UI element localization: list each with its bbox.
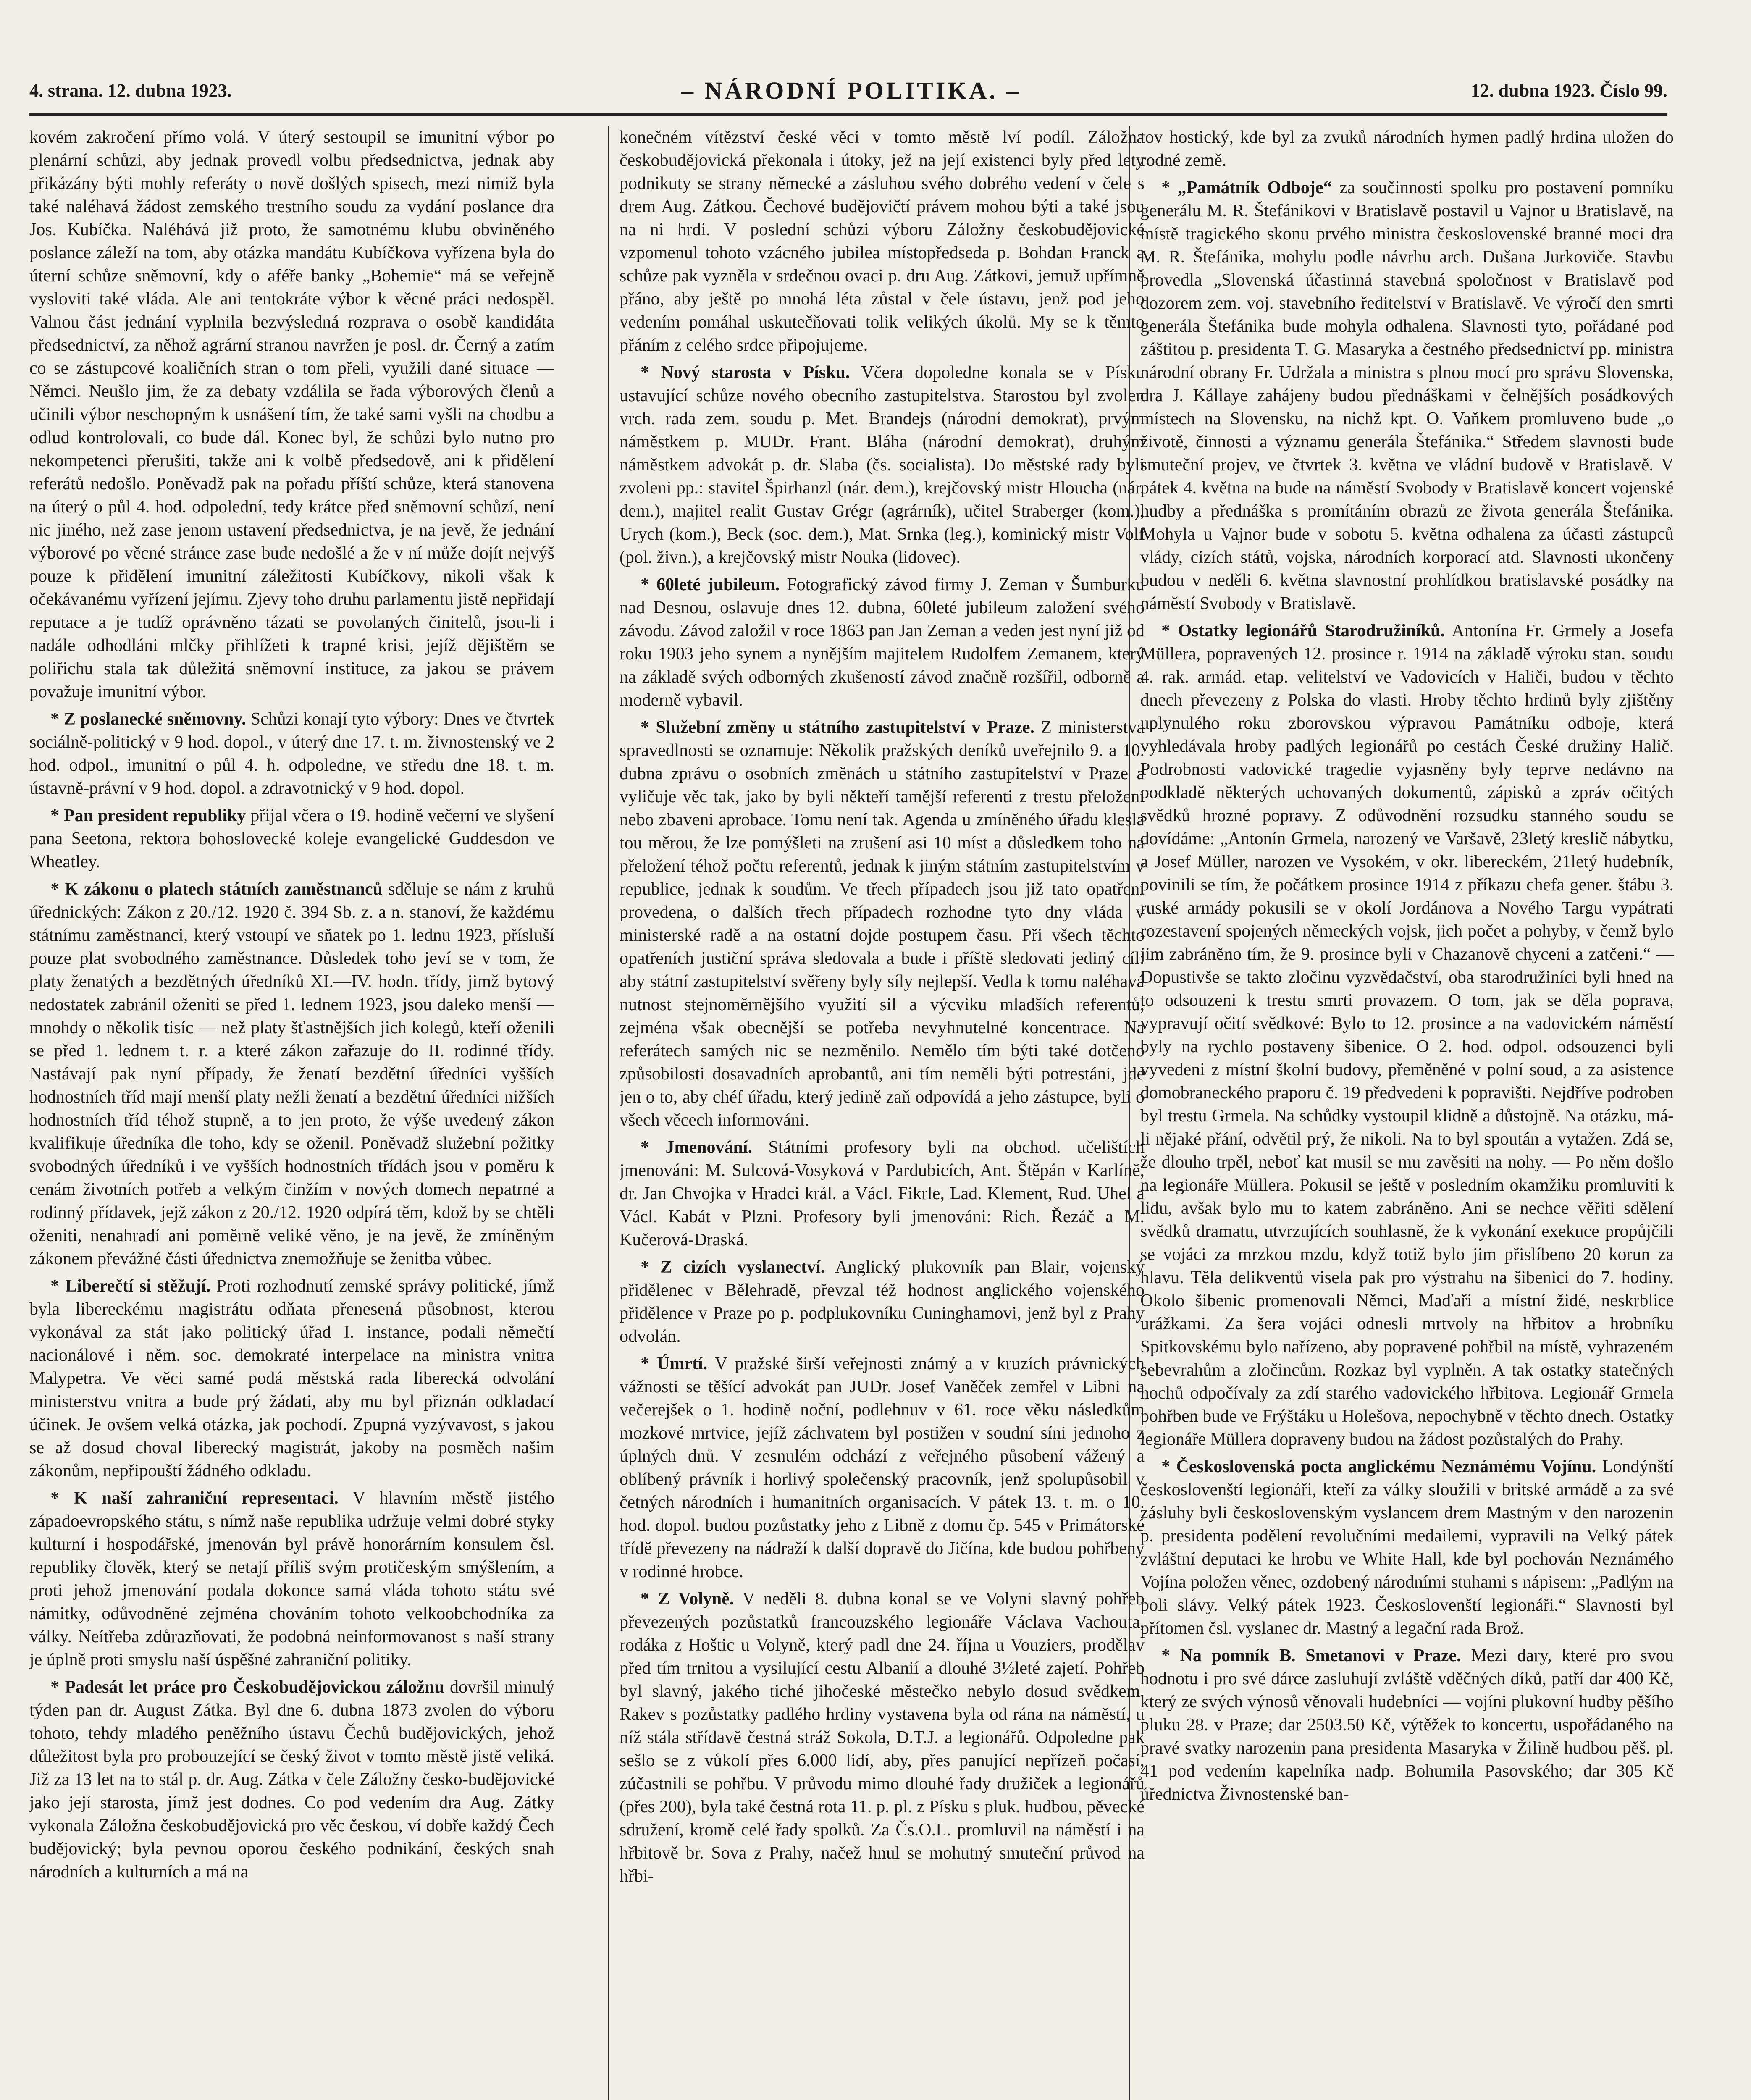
article — [29, 804, 554, 874]
article — [620, 1256, 1145, 1348]
article-body: Schůzi konají tyto výbory: Dnes ve čtvrtek sociálně-politický v 9 hod. dopol., v úterý dne 17. t. m. živnostenský ve 2 hod. odpol., imunitní o půl 4. h. odpoledne, ve středu dne 18. t. m. ústavně-právní v 9 hod. dopol. a zdravotnický v 9 hod. dopol. — [29, 709, 554, 798]
article-body: Antonína Fr. Grmely a Josefa Müllera, popravených 12. prosince r. 1914 na základě výroku stan. soudu 4. rak. armád. etap. velitelství ve Vadovicích v Haliči, budou v těchto dnech převezeny z Polska do vlasti. Hroby těchto hrdinů byly zjištěny uplynulého roku zborovskou výpravou Památníku odboje, která vyhledávala hroby padlých legionářů po cestách České družiny Halič. Podrobnosti vadovické tragedie vyjasněny byly teprve nedávno na podkladě některých uchovaných dokumentů, zápisků a zpráv očitých svědků hrozné popravy. Z odůvodnění rozsudku stanného soudu se dovídáme: „Antonín Grmela, narozený ve Varšavě, 23letý kreslič nábytku, a Josef Müller, narozen ve Vysokém, v okr. libereckém, 21letý hudebník, povinili se tím, že počátkem prosince 1914 z příkazu chefa gener. štábu 3. ruské armády pokusili se v okolí Jordánova a Nového Targu vypátrati rozestavení spojených německých vojsk, jich počet a pohyby, v čemž bylo jim zabráněno tím, že 9. prosince byli v Chazanově chyceni a zatčeni.“ — Dopustivše se takto zločinu vyzvědačství, oba starodružiníci byli hned na to odsouzeni k trestu smrti provazem. O tom, jak se děla poprava, vypravují očití svědkové: Bylo to 12. prosince a na vadovickém náměstí byly na rychlo postaveny šibenice. O 2. hod. odpol. odsouzenci byli vyvedeni z místní školní budovy, přeměněné v polní soud, a za asistence domobraneckého praporu č. 19 předvedeni k popravišti. Nejdříve podroben byl trestu Grmela. Na schůdky vystoupil klidně a důstojně. Na otázku, má-li nějaké přání, odvětil prý, že nikoli. Na to byl spoután a vytažen. Zdá se, že dlouho trpěl, neboť kat musil se mu zavěsiti na nohy. — Po něm došlo na legionáře Müllera. Pokusil se ještě v posledním okamžiku promluviti k lidu, avšak bylo mu to katem zabráněno. Ani se nechce věřiti sdělení svědků dramatu, utvrzujících souhlasně, že k vykonání exekuce propůjčili se vojáci za mrzkou mzdu, když totiž bylo jim přislíbeno 20 korun za hlavu. Těla delikventů visela pak pro výstrahu na šibenici do 7. hodiny. Okolo šibenic promenovali Němci, Maďaři a místní židé, neskrblice urážkami. Za šera vojáci odnesli mrtvoly na hřbitov a hrobníku Spitkovskému bylo nařízeno, aby popravené pohřbil na místě, vyhrazeném sebevrahům a zločincům. Rozkaz byl vyplněn. A tak ostatky statečných hochů odpočívaly za zdí starého vadovického hřbitova. Legionář Grmela pohřben bude ve Frýštáku u Holešova, nepochybně v těchto dnech. Ostatky legionáře Müllera dopraveny budou na žádost pozůstalých do Prahy. — [1140, 621, 1674, 1449]
article-heading: Z Volyně. — [658, 1589, 734, 1609]
article-bullet: * — [641, 575, 656, 594]
article-bullet: * — [50, 806, 64, 825]
article-paragraph — [29, 804, 554, 874]
article — [620, 126, 1145, 357]
article-paragraph — [1140, 126, 1674, 172]
article-bullet: * — [641, 1138, 666, 1157]
article-paragraph — [29, 1676, 554, 1884]
article-heading: Jmenování. — [665, 1138, 752, 1157]
article-paragraph — [1140, 620, 1674, 1451]
article — [1140, 1644, 1674, 1806]
article-heading: Liberečtí si stěžují. — [65, 1276, 211, 1296]
article-body: dovršil minulý týden pan dr. August Zátka. Byl dne 6. dubna 1873 zvolen do výboru tohoto, tehdy mladého peněžního ústavu Čechů budějovických, jehož důležitost byla pro probouzející se český život v tomto městě jistě veliká. Již za 13 let na to stál p. dr. Aug. Zátka v čele Záložny česko-budějovické jako její starosta, jímž jest dodnes. Co pod vedením dra Aug. Zátky vykonala Záložna českobudějovická pro věc českou, ví dobře každý Čech budějovický; byla pevnou oporou českého podnikání, českých snah národních a kulturních a má na — [29, 1677, 554, 1882]
article-heading: 60leté jubileum. — [656, 575, 780, 594]
article-paragraph — [620, 126, 1145, 357]
article-paragraph — [620, 361, 1145, 569]
article — [1140, 126, 1674, 172]
masthead-title: – NÁRODNÍ POLITIKA. – — [681, 76, 1021, 104]
article — [1140, 1455, 1674, 1640]
article — [29, 878, 554, 1270]
article-body: konečném vítězství české věci v tomto městě lví podíl. Záložna českobudějovická překonala i útoky, jež na její existenci byly před lety podnikuty se strany německé a zásluhou svého dobrého vedení v čele s drem Aug. Zátkou. Čechové budějovičtí právem mohou býti a také jsou na ni hrdi. V poslední schůzi výboru Záložny českobudějovické vzpomenul tohoto vzácného jubilea místopředseda p. Bohdan Franck a schůze pak vyzněla v srdečnou ovaci p. dru Aug. Zátkovi, jemuž upřímně přáno, aby ještě po mnohá léta zůstal v čele ústavu, jenž pod jeho vedením pomáhal uskutečňovati tolik velikých úkolů. My se k těmto přáním z celého srdce připojujeme. — [620, 128, 1145, 355]
article-bullet: * — [641, 1354, 657, 1373]
article-bullet: * — [50, 879, 65, 899]
article — [1140, 176, 1674, 615]
article-paragraph — [29, 878, 554, 1270]
article — [620, 716, 1145, 1132]
article-paragraph — [1140, 1455, 1674, 1640]
header-date-left: 4. strana. 12. dubna 1923. — [29, 80, 232, 101]
article-heading: Úmrtí. — [657, 1354, 708, 1373]
article — [29, 1487, 554, 1672]
article-bullet: * — [1161, 1646, 1180, 1665]
article-body: sděluje se nám z kruhů úřednických: Zákon z 20./12. 1920 č. 394 Sb. z. a n. stanoví, že každému státnímu zaměstnanci, který vstoupí ve sňatek po 1. lednu 1923, přísluší pouze plat svobodného zaměstnance. Důsledek toho jeví se v tom, že platy ženatých a bezdětných úředníků XI.—IV. hodn. třídy, jimž bytový nedostatek zabránil oženiti se před 1. lednem 1923, jsou daleko menší — mnohdy o několik tisíc — než platy šťastnějších jich kolegů, kteří oženili se před 1. lednem t. r. a které zákon zařazuje do II. rodinné třídy. Nastávají pak nyní případy, že ženatí bezdětní úředníci vyšších hodnostních tříd mají menší platy nežli ženatí a bezdětní úředníci nižších hodnostních tříd téhož stupně, a to jen proto, že výše uvedený zákon kvalifikuje úředníka dle toho, kdy se oženil. Poněvadž služební požitky svobodných úředníků i ve vyšších hodnostních třídách jsou v poměru k cenám životních potřeb a velkým činžím v nových domech nepatrné a rodinný přídavek, jejž zákon z 20./12. 1920 odpírá těm, kdož by se chtěli oženiti, nenahradí ani poměrně veliké věno, je na jevě, že zmíněným zákonem převážné části úřednictva znemožňuje se ženitba vůbec. — [29, 879, 554, 1268]
article-body: tov hostický, kde byl za zvuků národních hymen padlý hrdina uložen do rodné země. — [1140, 128, 1674, 170]
article-bullet: * — [641, 363, 661, 382]
article-body: Z ministerstva spravedlnosti se oznamuje: Několik pražských deníků uveřejnilo 9. a 10. dubna zprávu o osobních změnách u státního zastupitelství v Praze a vyličuje věc tak, jako by byli někteří tamější referenti z trestu přeložení nebo zbaveni aprobace. Tomu není tak. Agenda u zmíněného úřadu klesla tou měrou, že lze pomýšleti na zrušení asi 10 míst a důsledkem toho na přeložení téhož počtu referentů, jednak k jiným státním zastupitelstvím v republice, jednak k soudům. Ve třech případech jsou již tato opatření provedena, o dalších třech případech rozhodne tyto dny vláda v ministerské radě a na ostatní dojde postupem času. Při všech těchto opatřeních justiční správa sledovala a bude i příště sledovati jediný cíl: aby státní zastupitelství svěřeny byly síly nejlepší. Vedla k tomu naléhavá nutnost stejnoměrnějšího využití sil a výcviku mladších referentů, zejména však obecnější se potřeba nevyhnutelné koncentrace. Na referátech samých nic se nezměnilo. Nemělo tím býti také dotčeno způsobilosti dosavadních aprobantů, ani tím neměli býti potrestáni, jde jen o to, aby chéf úřadu, který jedině zaň odpovídá a jeho zástupce, byli o všech věcech informováni. — [620, 718, 1145, 1130]
article-bullet: * — [641, 1589, 658, 1609]
article-paragraph — [29, 1487, 554, 1672]
article-paragraph — [620, 716, 1145, 1132]
article-heading: Z poslanecké sněmovny. — [63, 709, 246, 729]
article-bullet: * — [50, 1488, 74, 1508]
article-body: přijal včera o 19. hodině večerní ve slyšení pana Seetona, rektora bohoslovecké koleje evangelické Guddesdon ve Wheatley. — [29, 806, 554, 872]
article — [29, 1676, 554, 1884]
article-heading: Nový starosta v Písku. — [661, 363, 850, 382]
column-2 — [620, 126, 1145, 2100]
article — [1140, 620, 1674, 1451]
article-body: kovém zakročení přímo volá. V úterý sestoupil se imunitní výbor po plenární schůzi, aby jednak provedl volbu předsednictva, jednak aby přikázány býti mohly referáty o nově došlých spisech, mezi nimiž byla také naléhavá žádost zemského trestního soudu za vydání poslance dra Jos. Kubíčka. Naléhává již proto, že samotnému klubu obviněného poslance záleží na tom, aby otázka mandátu Kubíčkova vyřízena byla do úterní schůze sněmovní, kdy o aféře banky „Bohemie“ má se veřejně vysloviti také vláda. Ale ani tentokráte výbor k věcné práci nedospěl. Valnou část jednání vyplnila bezvýsledná rozprava o osobě kandidáta předsednictví, za něhož agrární stranou navržen je posl. dr. Černý a zatím co se zástupcové koaličních stran o tom přeli, využili dané situace — Němci. Neušlo jim, že za debaty vzdálila se řada výborových členů a učinili výbor neschopným k usnášení tím, že také sami vyšli na chodbu a odlud kontrolovali, co bude dál. Konec byl, že schůzi bylo nutno pro nekompetenci přerušiti, takže ani k volbě předsedově, ani k přidělení referátů nedošlo. Poněvadž pak na pořadu příští schůze, která stanovena na úterý o půl 4. hod. odpolední, tedy krátce před sněmovní schůzí, není nic jiného, než zase jenom ustavení předsednictva, je na jevě, že jednání výborové po věcné stránce zase bude nedošlé a že v ní může dojít nejvýš pouze k přidělení imunitní záležitosti Kubíčkovy, nikoli však k očekávanému vyřízení jejímu. Zjevy toho druhu parlamentu jistě nepřidají reputace a je tudíž oprávněno tázati se povolaných činitelů, jsou-li i nadále odhodláni mlčky přihlížeti k trapné krisi, jejíž dějištěm se poliřichu stala tak důležitá sněmovní instituce, za jakou se právem považuje imunitní výbor. — [29, 128, 554, 701]
article-bullet: * — [1161, 178, 1178, 197]
article-paragraph — [1140, 176, 1674, 615]
article — [29, 708, 554, 800]
article-body: V hlavním městě jistého západoevropského státu, s nímž naše republika udržuje velmi dobré styky kulturní i hospodářské, jmenován byl právě honorárním konsulem čsl. republiky člověk, který se netají příliš svým protičeským smýšlením, a proti jehož jmenování podala dokonce samá vláda tohoto státu své námitky, odůvodněné zejména chováním tohoto velkoobchodníka za války. Neítřeba zdůrazňovati, že podobná neinformovanost s naší strany je úplně proti smyslu naší úspěšné zahraniční politiky. — [29, 1488, 554, 1670]
column-3 — [1140, 126, 1674, 2100]
article-body: Proti rozhodnutí zemské správy politické, jímž byla libereckému magistrátu odňata přenesená působnost, kterou vykonával za stát jako politický úřad I. instance, podali němečtí nacionálové i něm. soc. demokraté interpelace na ministra vnitra Malypetra. Ve věci samé podá městská rada liberecká odvolání ministerstvu vnitra a bude prý žádati, aby mu byl přiznán odkladací účinek. Je ovšem velká otázka, jak pochodí. Zpupná vyzývavost, s jakou se až dosud choval liberecký magistrát, jakoby na posměch našim zákonům, nepřipouští žádného odkladu. — [29, 1276, 554, 1480]
article-bullet: * — [50, 1677, 65, 1697]
header-date-right: 12. dubna 1923. Číslo 99. — [1470, 80, 1667, 101]
article-paragraph — [620, 573, 1145, 712]
article-body: V neděli 8. dubna konal se ve Volyni slavný pohřeb převezených pozůstatků francouzského legionáře Václava Vachouta, rodáka z Hoštic u Volyně, který padl dne 24. října u Vouziers, prodělav před tím trnitou a vysilující cestu Albanií a dlouhé 3½leté zajetí. Pohřeb byl slavný, jakého tiché jihočeské městečko nebylo dosud svědkem. Rakev s pozůstatky padlého hrdiny vystavena byla od rána na náměstí, u níž stála střídavě čestná stráž Sokola, D.T.J. a legionářů. Odpoledne pak sešlo se z vůkolí přes 6.000 lidí, aby, přes panující nepřízeň počasí, zúčastnili se pohřbu. V průvodu mimo dlouhé řady družiček a legionářů (přes 200), byla také čestná rota 11. p. pl. z Písku s pluk. hudbou, pěvecké sdružení, kromě celé řady spolků. Za Čs.O.L. promluvil na náměstí i na hřbitově br. Sova z Prahy, načež hnul se mohutný smuteční průvod na hřbi- — [620, 1589, 1145, 1886]
article-bullet: * — [1161, 621, 1178, 640]
article-paragraph — [29, 708, 554, 800]
article — [620, 1136, 1145, 1252]
article-paragraph — [29, 126, 554, 704]
page-header — [29, 67, 1667, 116]
article-heading: Československá pocta anglickému Neznámému Vojínu. — [1176, 1457, 1596, 1476]
article-body: Anglický plukovník pan Blair, vojenský přidělenec v Bělehradě, převzal též hodnost anglického vojenského přidělence v Praze po p. podplukovníku Cuninghamovi, jenž byl z Prahy odvolán. — [620, 1257, 1145, 1346]
article — [620, 1588, 1145, 1888]
article-body: Státními profesory byli na obchod. učelištích jmenováni: M. Sulcová-Vosyková v Pardubicích, Ant. Štěpán v Karlíně, dr. Jan Chvojka v Hradci král. a Václ. Fikrle, Lad. Klement, Rud. Uhel a Václ. Kabát v Plzni. Profesory byli jmenováni: Rich. Řezáč a M. Kučerová-Draská. — [620, 1138, 1145, 1250]
article-heading: Ostatky legionářů Starodružiníků. — [1178, 621, 1445, 640]
article-heading: „Památník Odboje“ — [1177, 178, 1332, 197]
article — [620, 1352, 1145, 1583]
article-bullet: * — [1161, 1457, 1176, 1476]
article-bullet: * — [50, 1276, 66, 1296]
article — [29, 126, 554, 704]
column-divider — [608, 126, 609, 2100]
article-heading: Na pomník B. Smetanovi v Praze. — [1180, 1646, 1461, 1665]
article — [620, 573, 1145, 712]
column-1 — [29, 126, 554, 2100]
article-paragraph — [620, 1136, 1145, 1252]
article-heading: Pan president republiky — [63, 806, 246, 825]
article-paragraph — [1140, 1644, 1674, 1806]
article-heading: Z cizích vyslanectví. — [660, 1257, 825, 1277]
article-paragraph — [29, 1275, 554, 1483]
article-heading: K zákonu o platech státních zaměstnanců — [65, 879, 383, 899]
article-paragraph — [620, 1256, 1145, 1348]
article-body: Fotografický závod firmy J. Zeman v Šumburku nad Desnou, oslavuje dnes 12. dubna, 60leté jubileum založení svého závodu. Závod založil v roce 1863 pan Jan Zeman a veden jest nyní již od roku 1903 jeho synem a nynějším majitelem Rudolfem Zemanem, který na základě svých odborných zkušeností závod značně rozšířil, odborně a moderně vybavil. — [620, 575, 1145, 710]
article-body: Londýnští českoslovenští legionáři, kteří za války sloužili v britské armádě a za své zásluhy byli československým vyslancem drem Mastným v den narozenin p. presidenta podělení revolučními medailemi, vypravili na Velký pátek zvláštní deputaci ke hrobu ve White Hall, kde byl pochován Neznámého Vojína položen věnec, ozdobený národními stuhami s nápisem: „Padlým na poli slávy. Velký pátek 1923. Českoslovenští legionáři.“ Slavnosti byl přítomen čsl. vyslanec dr. Mastný a legační rada Brož. — [1140, 1457, 1674, 1638]
article-heading: K naší zahraniční representaci. — [74, 1488, 339, 1508]
article-body: V pražské širší veřejnosti známý a v kruzích právnických vážnosti se těšící advokát pan JUDr. Josef Vaněček zemřel v Libni na večerejšek o 1. hodině noční, podlehnuv v 61. roce věku následkům mozkové mrtvice, jejíž záchvatem byl postižen v soudní síni jednoho z úplných dnů. V zesnulém odchází z veřejného působení vážený a oblíbený právník i horlivý společenský pracovník, jenž spolupůsobil v četných národních i humanitních organisacích. V pátek 13. t. m. o 10. hod. dopol. budou pozůstatky jeho z Libně z domu čp. 545 v Primátorské třídě převezeny na nádraží k další dopravě do Jičína, kde budou pohřbeny v rodinné hrobce. — [620, 1354, 1145, 1581]
article-body: za součinnosti spolku pro postavení pomníku generálu M. R. Štefánikovi v Bratislavě postavil u Vajnor u Bratislavě, na místě tragického skonu prvého ministra československé branné moci dra M. R. Štefánika, mohylu podle návrhu arch. Dušana Jurkoviče. Stavbu provedla „Slovenská účastinná stavebná spoločnost v Bratislavě pod dozorem zem. voj. stavebního ředitelství v Bratislavě. Ve výročí den smrti generála Štefánika bude mohyla odhalena. Slavnosti tyto, pořádané pod záštitou p. presidenta T. G. Masaryka a čestného předsednictví pp. ministra národní obrany Fr. Udržala a ministra s plnou mocí pro správu Slovenska, dra J. Kállaye zahájeny budou přednáškami v čelnějších posádkových místech na Slovensku, na nichž kpt. O. Vaňkem promluveno bude „o životě, činnosti a významu generála Štefánika.“ Středem slavnosti bude smuteční projev, ve čtvrtek 3. května ve vládní budově v Bratislavě. V pátek 4. května na bude na náměstí Svobody v Bratislavě koncert vojenské hudby a přednáška s promítáním obrazů ze života generála Štefánika. Mohyla u Vajnor bude v sobotu 5. května odhalena za účasti zástupců vlády, cizích států, vojska, národních korporací atd. Slavnosti ukončeny budou v neděli 6. května slavnostní prohlídkou bratislavské posádky na náměstí Svobody v Bratislavě. — [1140, 178, 1674, 613]
article-paragraph — [620, 1352, 1145, 1583]
article — [620, 361, 1145, 569]
article-bullet: * — [641, 718, 656, 737]
article-heading: Padesát let práce pro Českobudějovickou záložnu — [65, 1677, 444, 1697]
article-bullet: * — [641, 1257, 661, 1277]
article-paragraph — [620, 1588, 1145, 1888]
article-body: Včera dopoledne konala se v Písku ustavující schůze nového obecního zastupitelstva. Starostou byl zvolen vrch. rada zem. soudu p. Met. Brandejs (národní demokrat), prvým náměstkem p. MUDr. Frant. Bláha (národní demokrat), druhým náměstkem advokát p. dr. Slaba (čs. socialista). Do městské rady byli zvoleni pp.: stavitel Špirhanzl (nár. dem.), krejčovský mistr Hloucha (nár. dem.), majitel realit Gustav Grégr (agrárník), učitel Straberger (kom.), Urych (kom.), Beck (soc. dem.), Mat. Srnka (leg.), kominický mistr Volf (pol. živn.), a krejčovský mistr Nouka (lidovec). — [620, 363, 1145, 567]
article-body: Mezi dary, které pro svou hodnotu i pro své dárce zasluhují zvláště vděčných díků, patří dar 400 Kč, který ze svých výnosů věnovali hudebníci — vojíni plukovní hudby pěšího pluku 28. v Praze; dar 2503.50 Kč, výtěžek to koncertu, uspořádaného na pravé svatky narozenin pana presidenta Masaryka v Žilině hudbou pěš. pl. 41 pod vedením kapelníka nadp. Bohumila Pasovského; dar 305 Kč úřednictva Živnostenské ban- — [1140, 1646, 1674, 1804]
article — [29, 1275, 554, 1483]
article-heading: Služební změny u státního zastupitelství v Praze. — [656, 718, 1035, 737]
article-bullet: * — [50, 709, 64, 729]
